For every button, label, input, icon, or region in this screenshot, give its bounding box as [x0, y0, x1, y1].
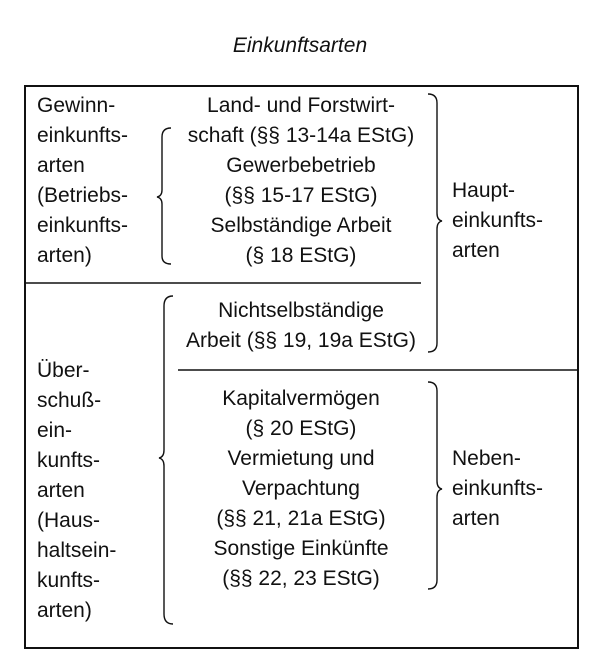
mid-gewinn-line: (§ 18 EStG) [245, 244, 357, 267]
left-ueberschuss-line: kunfts- [37, 569, 101, 592]
mid-gewinn-line: Gewerbebetrieb [226, 154, 376, 177]
left-ueberschuss-line: ein- [37, 419, 73, 442]
left-ueberschuss-line: haltsein- [37, 539, 117, 562]
mid-neben-line: Verpachtung [242, 477, 360, 500]
mid-neben-line: (§§ 21, 21a EStG) [216, 507, 386, 530]
left-gewinn-line: Gewinn- [37, 94, 116, 117]
left-ueberschuss-line: arten) [37, 599, 92, 622]
mid-neben-line: (§§ 22, 23 EStG) [222, 567, 380, 590]
left-gewinn-line: einkunfts- [37, 214, 129, 237]
mid-neben-line: (§ 20 EStG) [245, 417, 357, 440]
left-ueberschuss-line: schuß- [37, 389, 102, 412]
right-haupt-line: Haupt- [452, 179, 516, 202]
mid-gewinn-line: (§§ 15-17 EStG) [224, 184, 378, 207]
left-ueberschuss-line: kunfts- [37, 449, 101, 472]
right-haupt-line: arten [452, 239, 500, 262]
mid-gewinn-line: Selbständige Arbeit [210, 214, 392, 237]
left-gewinn-line: arten) [37, 244, 92, 267]
right-neben-line: einkunfts- [452, 477, 544, 500]
mid-nichtselbst-line: Nichtselbständige [218, 299, 384, 322]
diagram-title: Einkunftsarten [232, 34, 368, 57]
left-ueberschuss-line: arten [37, 479, 85, 502]
left-gewinn-line: (Betriebs- [37, 184, 129, 207]
mid-nichtselbst-line: Arbeit (§§ 19, 19a EStG) [186, 329, 416, 352]
mid-neben-line: Vermietung und [227, 447, 375, 470]
left-ueberschuss-line: (Haus- [37, 509, 101, 532]
left-gewinn-line: einkunfts- [37, 124, 129, 147]
right-haupt-line: einkunfts- [452, 209, 544, 232]
left-ueberschuss-line: Über- [37, 359, 90, 382]
mid-neben-line: Sonstige Einkünfte [213, 537, 389, 560]
right-neben-line: Neben- [452, 447, 521, 470]
mid-gewinn-line: Land- und Forstwirt- [207, 94, 395, 117]
mid-gewinn-line: schaft (§§ 13-14a EStG) [187, 124, 415, 147]
left-gewinn-line: arten [37, 154, 85, 177]
right-neben-line: arten [452, 507, 500, 530]
mid-neben-line: Kapitalvermögen [222, 387, 380, 410]
